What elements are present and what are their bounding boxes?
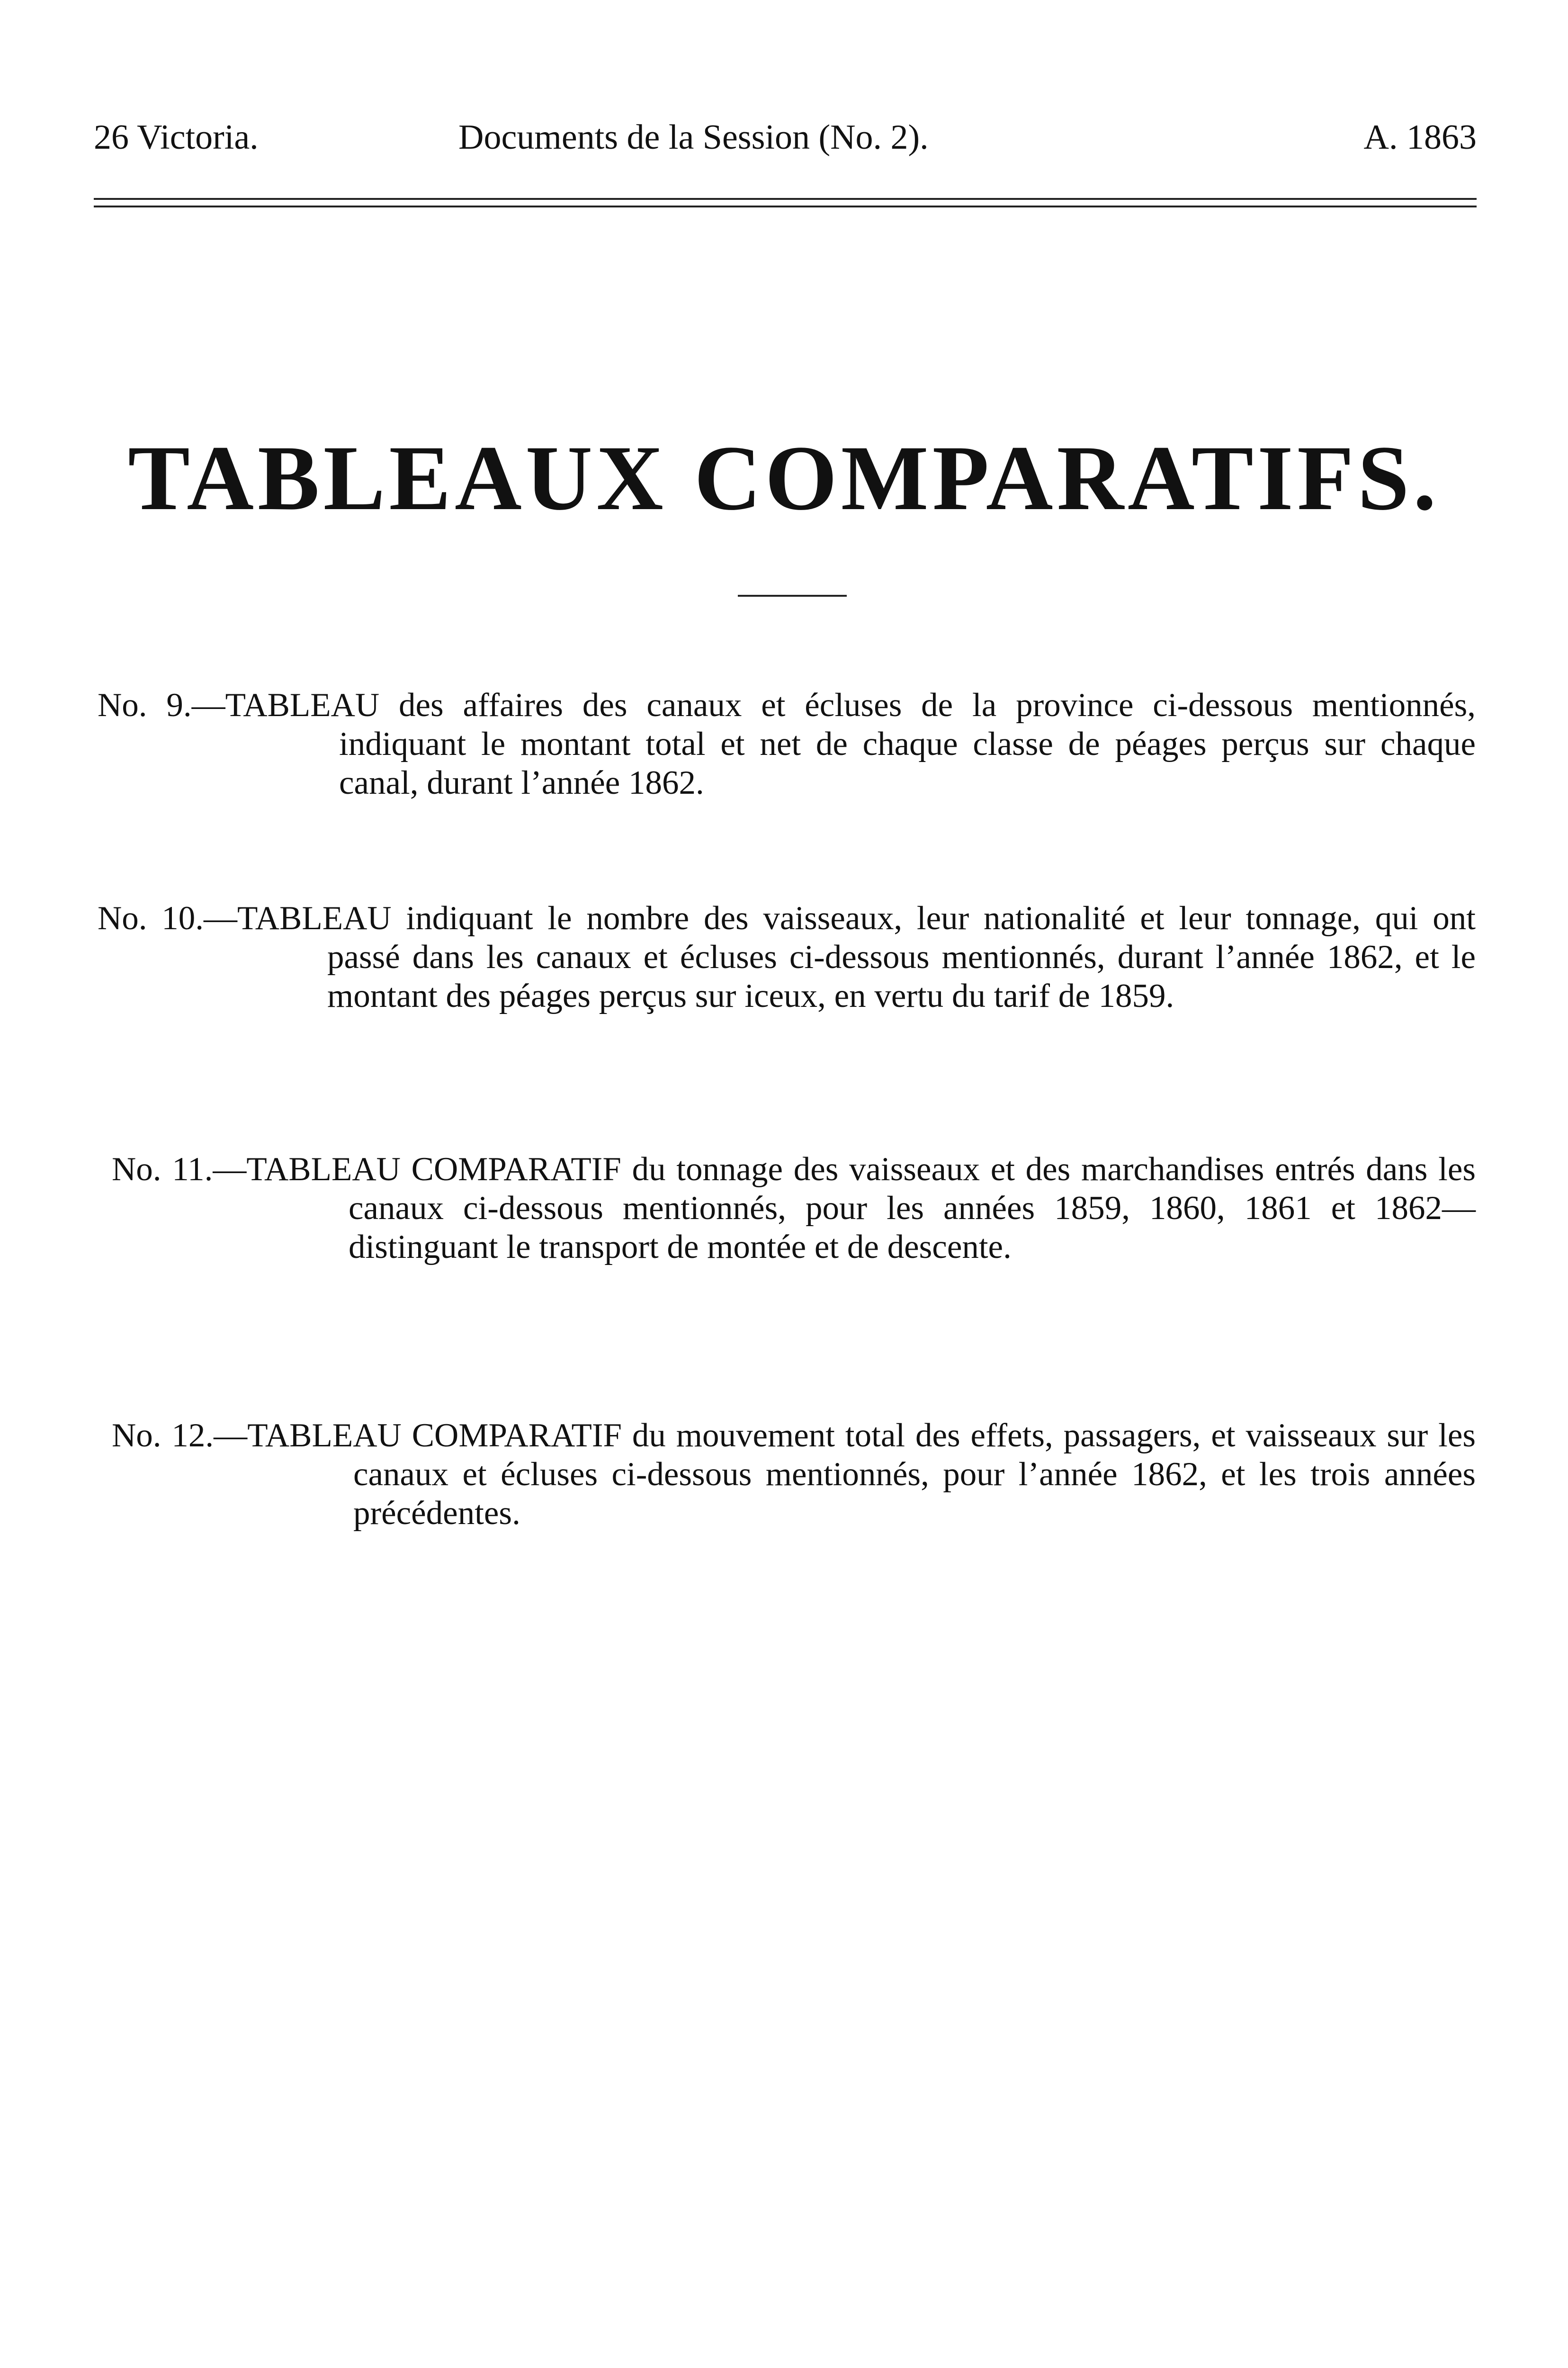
header-document-title: Documents de la Session (No. 2).	[458, 118, 929, 157]
table-entry-10	[98, 899, 1476, 1015]
entry-number: No. 11.—	[112, 1151, 247, 1188]
entry-description: TABLEAU COMPARATIF du tonnage des vaisseaux et des marchandises entrés dans les canaux ci-dessous mentionnés, pour les années 1859, 1860, 1861 et 1862—distinguant le transport de montée et de descente.	[246, 1151, 1476, 1265]
entry-number: No. 12.—	[112, 1417, 248, 1454]
header-double-rule	[94, 198, 1477, 207]
entry-number: No. 9.—	[98, 687, 225, 724]
table-entry-9	[98, 686, 1476, 802]
entry-description: TABLEAU des affaires des canaux et écluses de la province ci-dessous mentionnés, indiquant le montant total et net de chaque classe de péages perçus sur chaque canal, durant l’année 1862.	[225, 687, 1476, 801]
table-entry-11	[112, 1150, 1476, 1266]
header-session-year: 26 Victoria.	[94, 118, 259, 157]
title-divider	[738, 595, 847, 597]
entry-description: TABLEAU indiquant le nombre des vaisseaux, leur nationalité et leur tonnage, qui ont passé dans les canaux et écluses ci-dessous mentionnés, durant l’année 1862, et le montant des péages perçus sur iceux, en vertu du tarif de 1859.	[237, 900, 1476, 1014]
table-entry-12	[112, 1416, 1476, 1533]
running-header	[94, 109, 1477, 166]
header-year: A. 1863	[1363, 118, 1477, 157]
entry-number: No. 10.—	[98, 900, 238, 937]
page-title: TABLEAUX COMPARATIFS.	[128, 427, 1440, 529]
entry-description: TABLEAU COMPARATIF du mouvement total des effets, passagers, et vaisseaux sur les canaux et écluses ci-dessous mentionnés, pour l’année 1862, et les trois années précédentes.	[247, 1417, 1476, 1532]
